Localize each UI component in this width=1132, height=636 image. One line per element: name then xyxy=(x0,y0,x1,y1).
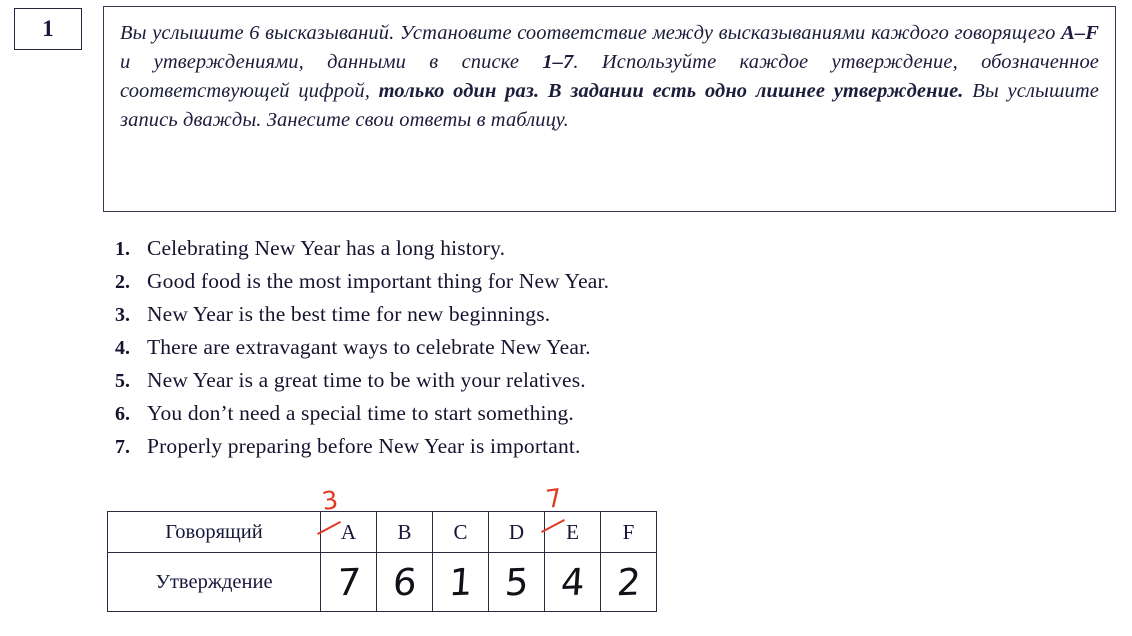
answer-cell-f[interactable] xyxy=(601,553,657,612)
list-item-number: 7. xyxy=(115,436,130,458)
list-item xyxy=(115,236,1075,269)
list-item xyxy=(115,302,1075,335)
task-number: 1 xyxy=(14,8,82,50)
table-row xyxy=(108,553,657,612)
answer-cell-c[interactable] xyxy=(433,553,489,612)
statements-list xyxy=(115,236,1075,467)
speaker-cell-e: E xyxy=(545,512,601,553)
speaker-cell-a: A xyxy=(321,512,377,553)
list-item-text: Properly preparing before New Year is important. xyxy=(147,434,581,458)
handwritten-answer: 2 xyxy=(615,560,642,604)
handwritten-answer: 5 xyxy=(503,560,530,604)
list-item-number: 2. xyxy=(115,271,130,293)
instruction-text: Вы услышите 6 высказываний. Установите соответствие между высказываниями каждого говорящего A–F и утверждениями, данными в списке 1–7. Используйте каждое утверждение, обозначенное соответствующей цифрой, только один раз. В задании есть одно лишнее утверждение. Вы услышите запись дважды. Занесите свои ответы в таблицу. xyxy=(120,22,1099,131)
handwritten-answer: 1 xyxy=(447,560,474,604)
handwritten-answer: 6 xyxy=(391,560,418,604)
list-item xyxy=(115,368,1075,401)
row-header-statement: Утверждение xyxy=(108,553,321,612)
table-row xyxy=(108,512,657,553)
row-header-speaker: Говорящий xyxy=(108,512,321,553)
handwritten-answer: 4 xyxy=(559,560,586,604)
list-item-text: Celebrating New Year has a long history. xyxy=(147,236,506,260)
list-item-number: 3. xyxy=(115,304,130,326)
correction-mark-f: 7 xyxy=(544,483,564,514)
list-item-text: You don’t need a special time to start something. xyxy=(147,401,574,425)
list-item-number: 4. xyxy=(115,337,130,359)
list-item-text: There are extravagant ways to celebrate New Year. xyxy=(147,335,591,359)
speaker-cell-f: F xyxy=(601,512,657,553)
answer-cell-a[interactable] xyxy=(321,553,377,612)
handwritten-answer: 7 xyxy=(335,560,362,604)
list-item xyxy=(115,401,1075,434)
speaker-cell-b: B xyxy=(377,512,433,553)
list-item-text: New Year is a great time to be with your relatives. xyxy=(147,368,586,392)
list-item-number: 1. xyxy=(115,238,130,260)
list-item-text: Good food is the most important thing for New Year. xyxy=(147,269,610,293)
list-item-number: 6. xyxy=(115,403,130,425)
answer-cell-e[interactable] xyxy=(545,553,601,612)
list-item-text: New Year is the best time for new beginnings. xyxy=(147,302,551,326)
answer-cell-d[interactable] xyxy=(489,553,545,612)
list-item xyxy=(115,269,1075,302)
list-item xyxy=(115,434,1075,467)
instruction-box xyxy=(103,6,1116,212)
speaker-cell-c: C xyxy=(433,512,489,553)
speaker-cell-d: D xyxy=(489,512,545,553)
list-item-number: 5. xyxy=(115,370,130,392)
list-item xyxy=(115,335,1075,368)
correction-mark-a: 3 xyxy=(320,485,340,516)
answer-table xyxy=(107,511,657,612)
answer-cell-b[interactable] xyxy=(377,553,433,612)
